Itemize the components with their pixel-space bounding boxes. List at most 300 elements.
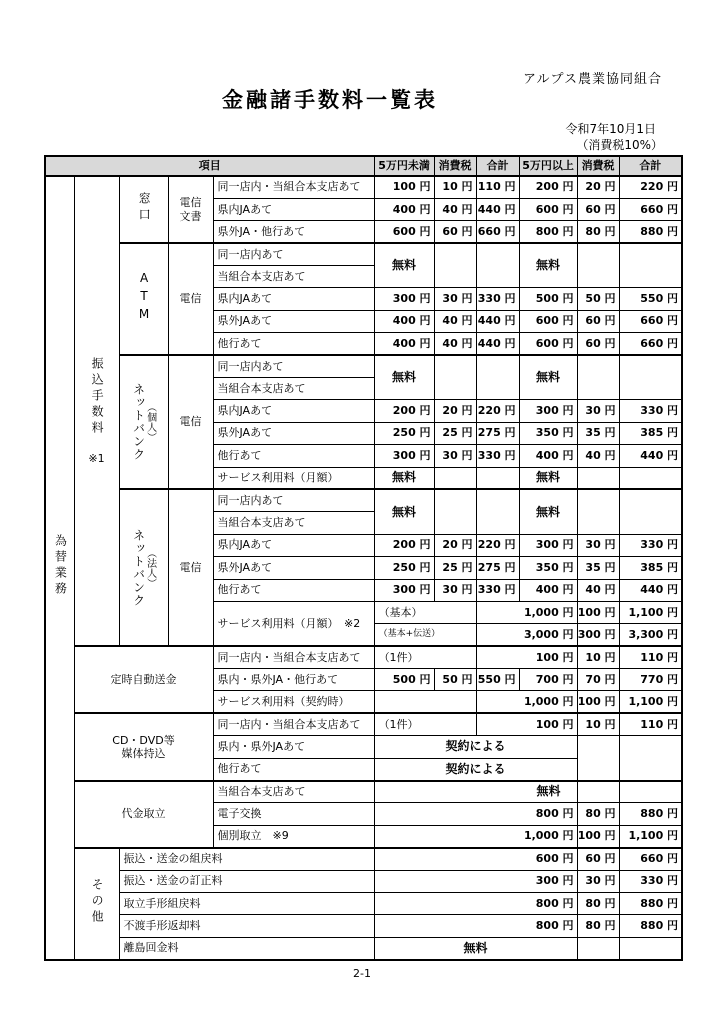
header-total-2 — [619, 156, 682, 176]
cell-text: 60 円 — [585, 202, 616, 216]
fee-cell — [519, 579, 577, 601]
cell-text: 300 円 — [535, 538, 574, 552]
fee-cell — [519, 288, 577, 310]
fee-cell — [476, 310, 519, 332]
row-label — [213, 355, 374, 377]
fee-cell — [619, 915, 682, 937]
fee-cell — [476, 646, 577, 668]
fee-cell — [577, 870, 619, 892]
cell-text: 合計 — [639, 158, 662, 172]
cell-text: 600 円 — [535, 336, 574, 350]
fee-cell — [476, 557, 519, 579]
fee-cell — [374, 310, 434, 332]
cell-text: 330 円 — [640, 874, 679, 888]
cell-text: 30 円 — [585, 404, 616, 418]
cell-text: 他行あて — [217, 448, 262, 462]
fee-cell — [476, 198, 519, 220]
cell-text: 600 円 — [392, 224, 431, 238]
fee-cell — [577, 825, 619, 847]
cell-text: 1,000 円 — [523, 605, 574, 619]
method-line: 電信 — [179, 196, 202, 210]
cell-text: 80 円 — [585, 224, 616, 238]
cell-text: 40 円 — [442, 314, 473, 328]
row-label — [213, 713, 374, 735]
cell-text: 220 円 — [477, 538, 516, 552]
cell-text: 無料 — [536, 370, 561, 385]
cell-text: 800 円 — [535, 919, 574, 933]
row-label — [213, 803, 374, 825]
cell-text: 330 円 — [640, 404, 679, 418]
fee-cell — [619, 333, 682, 355]
empty-cell — [476, 489, 519, 534]
cell-text: 660 円 — [640, 336, 679, 350]
fee-cell — [374, 198, 434, 220]
cell-text: 当組合本支店あて — [217, 784, 306, 798]
cell-text: 300 円 — [535, 404, 574, 418]
cell-text: 無料 — [536, 784, 561, 799]
free-label — [519, 355, 577, 400]
cell-text: 400 円 — [392, 314, 431, 328]
fee-cell — [476, 288, 519, 310]
cell-text: （基本+伝送） — [378, 628, 441, 639]
fee-cell — [476, 534, 519, 556]
empty-cell — [476, 243, 519, 288]
cell-text: 1,000 円 — [523, 829, 574, 843]
row-label — [213, 758, 374, 780]
row-label — [119, 915, 374, 937]
fee-cell — [434, 422, 476, 444]
cell-text: 項目 — [198, 158, 221, 172]
empty-cell — [476, 467, 519, 489]
row-label — [119, 937, 374, 959]
cell-text: 660 円 — [477, 224, 516, 238]
by-contract-label — [374, 736, 577, 758]
tax-note: （消費税10%） — [576, 138, 663, 152]
empty-cell — [374, 691, 476, 713]
cell-text: 60 円 — [585, 852, 616, 866]
cell-text: 県外JAあて — [217, 560, 273, 574]
fee-cell — [577, 534, 619, 556]
cell-text: 100 円 — [392, 180, 431, 194]
fee-cell — [374, 445, 434, 467]
cell-text: 消費税 — [438, 158, 472, 172]
cell-text: 880 円 — [640, 896, 679, 910]
fee-cell — [619, 310, 682, 332]
cell-text: 660 円 — [640, 314, 679, 328]
fee-cell — [434, 400, 476, 422]
cell-text: 無料 — [536, 470, 561, 485]
row-label — [213, 400, 374, 422]
cell-text: 5万円未満 — [378, 158, 430, 172]
fee-cell — [619, 221, 682, 243]
header-item — [45, 156, 374, 176]
cell-text: 同一店内あて — [217, 359, 284, 373]
cell-text: 40 円 — [442, 336, 473, 350]
row-label — [213, 691, 374, 713]
cell-text: 県内JAあて — [217, 292, 273, 306]
cell-text: 550 円 — [477, 672, 516, 686]
cell-text: 400 円 — [392, 336, 431, 350]
cell-text: 取立手形組戻料 — [123, 896, 201, 910]
cell-text: サービス利用料（月額） — [217, 470, 339, 484]
cell-text: 300 円 — [392, 583, 431, 597]
cell-text: 無料 — [392, 504, 417, 519]
header-under50k — [374, 156, 434, 176]
variant-label — [374, 713, 476, 735]
group-label-transfer-fee: 振込手数料 — [90, 357, 105, 438]
empty-cell — [434, 243, 476, 288]
cell-text: （基本） — [378, 605, 423, 619]
empty-cell — [577, 467, 619, 489]
cell-text: 770 円 — [640, 672, 679, 686]
cell-text: 1,100 円 — [628, 829, 679, 843]
empty-cell — [434, 355, 476, 400]
cell-text: 1,100 円 — [628, 605, 679, 619]
cell-text: サービス利用料（契約時） — [217, 694, 350, 708]
row-label — [213, 557, 374, 579]
row-label — [213, 266, 374, 288]
fee-cell — [476, 579, 519, 601]
fee-cell — [577, 445, 619, 467]
free-label — [519, 489, 577, 534]
fee-cell — [476, 400, 519, 422]
cell-text: 660 円 — [640, 852, 679, 866]
cell-text: ATM — [137, 270, 152, 325]
fee-cell — [519, 669, 577, 691]
cell-text: 220 円 — [640, 180, 679, 194]
fee-cell — [577, 669, 619, 691]
fee-cell — [519, 310, 577, 332]
cell-text: 300 円 — [535, 874, 574, 888]
cell-text: 20 円 — [442, 404, 473, 418]
fee-cell — [577, 713, 619, 735]
row-label — [213, 198, 374, 220]
cell-text: 無料 — [392, 258, 417, 273]
fee-cell — [519, 422, 577, 444]
row-label — [213, 736, 374, 758]
cell-text: 350 円 — [535, 560, 574, 574]
cell-text: 電信 — [179, 415, 202, 429]
free-label — [374, 467, 434, 489]
fee-cell — [519, 534, 577, 556]
fee-cell — [374, 176, 434, 198]
cell-text: 30 円 — [585, 874, 616, 888]
empty-cell — [619, 781, 682, 803]
cell-text: 3,000 円 — [523, 627, 574, 641]
cell-text: 440 円 — [640, 583, 679, 597]
fee-cell — [577, 288, 619, 310]
cell-text: 350 円 — [535, 426, 574, 440]
fee-cell — [374, 669, 434, 691]
cell-text: 440 円 — [477, 336, 516, 350]
fee-cell — [619, 557, 682, 579]
fee-cell — [577, 400, 619, 422]
cell-text: 無料 — [536, 504, 561, 519]
cell-text: 440 円 — [477, 314, 516, 328]
fee-cell — [476, 669, 519, 691]
fee-cell — [374, 288, 434, 310]
cell-text: 880 円 — [640, 919, 679, 933]
cell-text: 35 円 — [585, 560, 616, 574]
row-label — [213, 534, 374, 556]
row-label — [213, 512, 374, 534]
channel-label-netbank: ネットバンク — [131, 528, 146, 607]
cell-text: 700 円 — [535, 672, 574, 686]
fee-cell — [476, 176, 519, 198]
channel-label-atm — [119, 243, 168, 355]
cell-text: 300 円 — [392, 448, 431, 462]
cell-text: 50 円 — [442, 672, 473, 686]
empty-cell — [434, 489, 476, 534]
cell-text: 400 円 — [535, 583, 574, 597]
cell-text: 県内・県外JAあて — [217, 739, 306, 753]
cell-text: 385 円 — [640, 560, 679, 574]
fee-cell — [619, 400, 682, 422]
cell-text: 定時自動送金 — [110, 672, 177, 686]
cell-text: 5万円以上 — [522, 158, 574, 172]
cell-text: 当組合本支店あて — [217, 381, 306, 395]
page-number: 2-1 — [353, 967, 371, 980]
cell-text: 30 円 — [442, 583, 473, 597]
cell-text: 600 円 — [535, 852, 574, 866]
cell-text: 30 円 — [442, 292, 473, 306]
by-contract-label — [374, 758, 577, 780]
cell-text: 県外JAあて — [217, 426, 273, 440]
fee-cell — [476, 422, 519, 444]
cell-text: 800 円 — [535, 896, 574, 910]
cell-text: 同一店内・当組合本支店あて — [217, 180, 361, 194]
cell-text: 200 円 — [535, 180, 574, 194]
empty-cell — [476, 355, 519, 400]
cell-text: 330 円 — [477, 583, 516, 597]
row-label — [213, 243, 374, 265]
date-label: 令和7年10月1日 — [565, 122, 656, 136]
fee-cell — [577, 333, 619, 355]
channel-netbank-corporate — [119, 489, 168, 646]
cell-text: 無料 — [392, 470, 417, 485]
cell-text: 660 円 — [640, 202, 679, 216]
fee-cell — [619, 893, 682, 915]
cell-text: 20 円 — [442, 538, 473, 552]
cell-text: 80 円 — [585, 807, 616, 821]
fee-cell — [619, 870, 682, 892]
cell-text: 40 円 — [442, 202, 473, 216]
cell-text: 110 円 — [640, 650, 679, 664]
fee-cell — [619, 198, 682, 220]
cell-text: 40 円 — [585, 583, 616, 597]
fees-table — [44, 155, 683, 961]
method-label-wire — [168, 355, 213, 489]
fee-cell — [434, 176, 476, 198]
row-label — [213, 646, 374, 668]
channel-netbank-personal — [119, 355, 168, 489]
fee-cell — [577, 310, 619, 332]
cell-text: 同一店内・当組合本支店あて — [217, 650, 361, 664]
fee-cell — [577, 198, 619, 220]
cell-content — [112, 734, 174, 760]
row-label — [213, 601, 374, 646]
cell-text: 250 円 — [392, 560, 431, 574]
fee-cell — [434, 557, 476, 579]
cell-text: 60 円 — [585, 336, 616, 350]
cell-text: 県内JAあて — [217, 404, 273, 418]
free-label — [374, 243, 434, 288]
fee-cell — [374, 803, 577, 825]
fee-cell — [619, 803, 682, 825]
fee-cell — [619, 445, 682, 467]
cell-text: 契約による — [445, 739, 506, 754]
fee-cell — [476, 445, 519, 467]
fee-cell — [577, 176, 619, 198]
fee-cell — [619, 713, 682, 735]
fee-cell — [434, 669, 476, 691]
cell-text: 個別取立 ※9 — [217, 829, 289, 843]
fee-cell — [476, 713, 577, 735]
cell-text: 不渡手形返却料 — [123, 919, 201, 933]
channel-label-netbank: ネットバンク — [131, 383, 146, 462]
cell-text: 当組合本支店あて — [217, 269, 306, 283]
free-label — [519, 243, 577, 288]
cell-text: 振込・送金の組戻料 — [123, 852, 223, 866]
fee-cell — [519, 400, 577, 422]
fee-cell — [434, 198, 476, 220]
cell-text: 30 円 — [442, 448, 473, 462]
fee-cell — [619, 624, 682, 646]
header-over50k — [519, 156, 577, 176]
cell-text: 無料 — [392, 370, 417, 385]
cell-text: 880 円 — [640, 807, 679, 821]
cell-text: 同一店内あて — [217, 493, 284, 507]
cell-text: （1件） — [378, 717, 419, 731]
cell-content — [131, 383, 155, 461]
free-label — [374, 355, 434, 400]
fee-cell — [619, 825, 682, 847]
cell-text: 275 円 — [477, 426, 516, 440]
cell-text: 離島回金料 — [123, 941, 179, 955]
fee-cell — [476, 601, 577, 623]
fee-cell — [619, 669, 682, 691]
fees-table-body — [45, 156, 682, 960]
variant-label — [374, 624, 476, 646]
cell-text: 電信 — [179, 560, 202, 574]
cell-text: 電子交換 — [217, 807, 262, 821]
cell-text: 100 円 — [535, 717, 574, 731]
cell-text: 振込・送金の訂正料 — [123, 874, 223, 888]
channel-label-personal: （個人） — [144, 402, 156, 443]
fee-cell — [577, 893, 619, 915]
row-label — [213, 825, 374, 847]
free-label — [374, 489, 434, 534]
empty-cell — [619, 736, 682, 781]
fee-cell — [619, 579, 682, 601]
fee-cell — [519, 445, 577, 467]
cell-text: 3,300 円 — [628, 627, 679, 641]
fee-cell — [374, 870, 577, 892]
fee-cell — [434, 579, 476, 601]
empty-cell — [577, 489, 619, 534]
cell-content — [88, 357, 104, 465]
cell-text: 100 円 — [577, 829, 616, 843]
org-name: アルプス農業協同組合 — [523, 72, 662, 87]
group-label-exchange-business — [45, 176, 74, 960]
row-label — [213, 579, 374, 601]
fee-cell — [374, 333, 434, 355]
cell-text: 当組合本支店あて — [217, 516, 306, 529]
fee-cell — [619, 848, 682, 870]
cell-content — [180, 196, 202, 222]
fee-cell — [476, 624, 577, 646]
row-label — [213, 467, 374, 489]
row-label — [213, 445, 374, 467]
cell-text: 300 円 — [577, 627, 616, 641]
group-label-other — [74, 848, 119, 960]
cell-text: 県外JA・他行あて — [217, 224, 306, 238]
row-label — [213, 288, 374, 310]
cell-text: 80 円 — [585, 896, 616, 910]
cell-text: 800 円 — [535, 224, 574, 238]
group-line: CD・DVD等 — [112, 733, 175, 747]
fee-cell — [519, 198, 577, 220]
fee-cell — [619, 691, 682, 713]
cell-text: 550 円 — [640, 292, 679, 306]
header-total-1 — [476, 156, 519, 176]
fee-cell — [619, 601, 682, 623]
cell-text: 25 円 — [442, 560, 473, 574]
fee-cell — [577, 848, 619, 870]
cell-text: 100 円 — [577, 694, 616, 708]
cell-text: 窓口 — [137, 192, 152, 225]
fee-cell — [577, 915, 619, 937]
row-label — [119, 893, 374, 915]
cell-text: 県内JAあて — [217, 538, 273, 552]
cell-text: 県内JAあて — [217, 202, 273, 216]
cell-text: 40 円 — [585, 448, 616, 462]
cell-text: 合計 — [486, 158, 509, 172]
empty-cell — [619, 937, 682, 959]
cell-text: 100 円 — [577, 605, 616, 619]
fee-cell — [434, 221, 476, 243]
fee-cell — [577, 579, 619, 601]
cell-text: 50 円 — [585, 292, 616, 306]
group-label-cd-dvd-media — [74, 713, 213, 780]
cell-text: 385 円 — [640, 426, 679, 440]
fee-cell — [519, 557, 577, 579]
fee-cell — [434, 310, 476, 332]
cell-text: 800 円 — [535, 807, 574, 821]
channel-label-window — [119, 176, 168, 243]
group-label-bill-collection — [74, 781, 213, 848]
note-ref-1: ※1 — [88, 452, 105, 466]
row-label — [213, 333, 374, 355]
row-label — [119, 848, 374, 870]
fee-cell — [577, 691, 619, 713]
cell-text: 220 円 — [477, 404, 516, 418]
empty-cell — [577, 355, 619, 400]
cell-text: 200 円 — [392, 404, 431, 418]
cell-text: 契約による — [445, 761, 506, 776]
cell-text: 60 円 — [585, 314, 616, 328]
cell-text: サービス利用料（月額） ※2 — [217, 616, 361, 630]
cell-text: 1,100 円 — [628, 694, 679, 708]
fee-cell — [519, 333, 577, 355]
cell-text: 消費税 — [581, 158, 615, 172]
variant-label — [374, 646, 476, 668]
row-label — [213, 176, 374, 198]
cell-text: 代金取立 — [121, 807, 166, 821]
fee-cell — [374, 534, 434, 556]
fee-cell — [577, 422, 619, 444]
fee-cell — [374, 915, 577, 937]
